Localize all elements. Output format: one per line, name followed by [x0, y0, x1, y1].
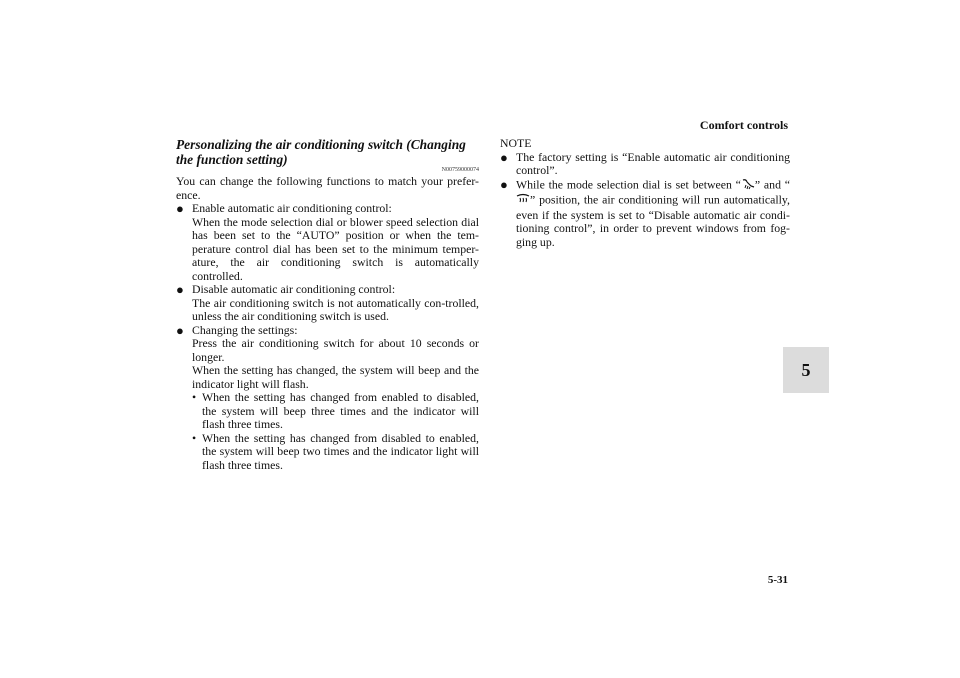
item-label: Disable automatic air conditioning control: — [192, 282, 396, 296]
bullet-icon: ● — [500, 176, 508, 192]
sub-bullet-icon: • — [192, 390, 197, 404]
note-label: NOTE — [500, 136, 532, 150]
note-item — [500, 178, 790, 250]
section-title: Personalizing the air conditioning switch (Changing the function setting) — [176, 137, 466, 167]
chapter-number: 5 — [801, 359, 811, 380]
list-item — [176, 283, 479, 324]
left-column — [176, 137, 479, 472]
note-text-c: ” position, the air conditioning will run automatically, even if the system is set to “Disable automatic air condi-tioning control”, in order to prevent windows from fog-ging up. — [516, 192, 790, 249]
note-item — [500, 151, 790, 178]
item-text: When the mode selection dial or blower speed selection dial has been set to the “AUTO” position or when the tem-perature control dial has been set to the minimum temper-ature, the air conditioning switch is automatically controlled. — [192, 214, 479, 283]
foot-defrost-mode-icon — [741, 178, 755, 194]
bullet-icon: ● — [500, 149, 508, 165]
note-text-b: ” and “ — [754, 176, 790, 191]
defrost-mode-icon — [516, 193, 530, 209]
note-text: The factory setting is “Enable automatic air conditioning control”. — [516, 149, 790, 177]
item-text-2: When the setting has changed, the system will beep and the indicator light will flash. — [192, 363, 479, 391]
document-code: N00759000074 — [441, 167, 479, 173]
item-text: The air conditioning switch is not automatically con-trolled, unless the air conditioning switch is used. — [192, 295, 479, 323]
note-text-a: While the mode selection dial is set between “ — [516, 176, 741, 191]
bullet-icon: ● — [176, 201, 184, 216]
page-number: 5-31 — [767, 574, 788, 586]
bullet-icon: ● — [176, 282, 184, 297]
intro-text: You can change the following functions to match your prefer-ence. — [176, 174, 479, 202]
note-text — [516, 178, 790, 250]
item-label: Enable automatic air conditioning control: — [192, 201, 392, 215]
item-label: Changing the settings: — [192, 322, 298, 337]
sub-bullet-icon: • — [192, 430, 197, 445]
chapter-tab — [783, 347, 829, 393]
sub-item — [192, 432, 479, 473]
sub-item-text: When the setting has changed from enabled to disabled, the system will beep three times and the indicator will flash three times. — [202, 390, 479, 431]
list-item — [176, 324, 479, 473]
bullet-icon: ● — [176, 322, 184, 338]
sub-item — [192, 391, 479, 432]
sub-item-text: When the setting has changed from disabled to enabled, the system will beep two times and the indicator light will flash three times. — [202, 430, 479, 472]
right-column — [500, 137, 790, 249]
list-item — [176, 202, 479, 283]
item-text: Press the air conditioning switch for about 10 seconds or longer. — [192, 336, 479, 364]
section-header: Comfort controls — [699, 118, 788, 132]
